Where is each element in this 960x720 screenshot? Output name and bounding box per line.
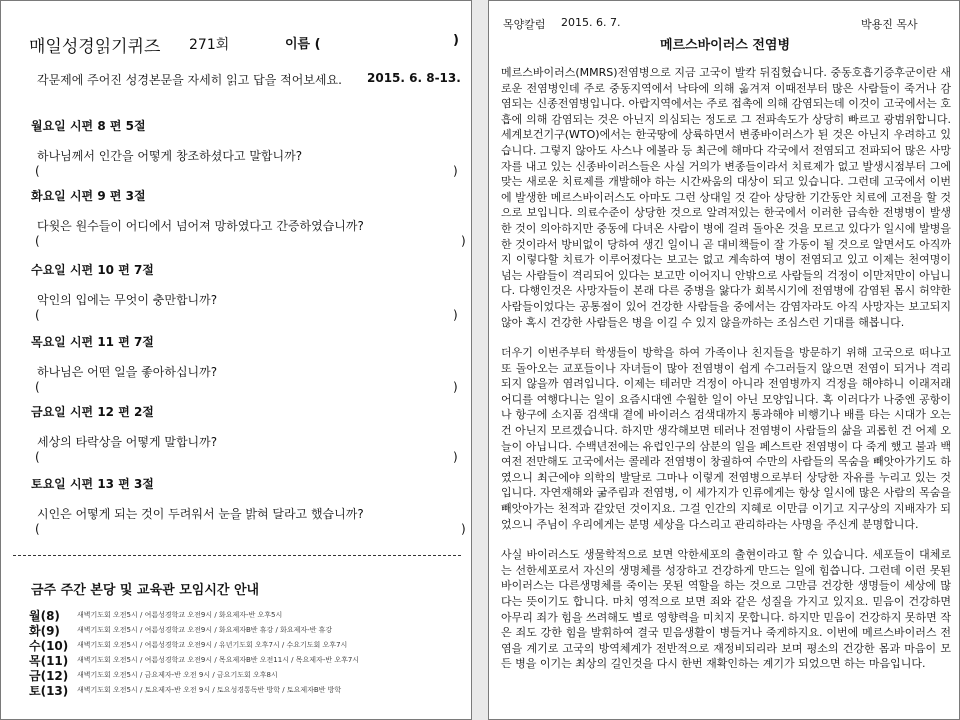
question-block — [31, 475, 467, 538]
schedule-day: 수(10) — [29, 639, 69, 653]
answer-open-paren: ( — [35, 380, 40, 394]
question-text: 악인의 입에는 무엇이 충만합니까? — [37, 293, 218, 307]
answer-blank[interactable] — [31, 164, 467, 180]
question-block — [31, 403, 467, 466]
schedule-row — [29, 637, 469, 652]
answer-open-paren: ( — [35, 234, 40, 248]
column-paragraph: 사실 바이러스도 생물학적으로 보면 악한세포의 출현이라고 할 수 있습니다. 세포들이 대체로는 선한세포로서 자신의 생명체를 성장하고 건강하게 만드는 일에 힘씁니다. 그런데 이런 못된 바이러스는 다른생명체를 죽이는 못된 역할을 하는 것으로 그만큼 건강한 생명들이 세상에 많다는 뜻이기도 합니다. 마치 영적으로 보면 죄와 같은 성질을 가지고 있지요. 믿음이 건강하면 아무리 죄가 힘을 쓰려해도 별로 영향력을 미치지 못합니다. 하지만 믿음이 건강하지 못하면 작은 죄도 강한 힘을 발휘하여 결국 믿음생활이 병들거나 죽게하지요. 이번에 메르스바이러스 전염을 계기로 고국의 방역체계가 전반적으로 재정비되리라 보며 평소의 건강한 몸과 마음이 모든 병을 이기는 최상의 길인것을 다시 한번 재확인하는 계기가 되었으면 하는 마음입니다. — [501, 548, 951, 671]
instruction-text: 각문제에 주어진 성경본문을 자세히 읽고 답을 적어보세요. — [37, 73, 342, 87]
schedule-row — [29, 622, 469, 637]
answer-open-paren: ( — [35, 522, 40, 536]
answer-blank[interactable] — [31, 380, 467, 396]
question-block — [31, 117, 467, 180]
answer-close-paren: ) — [453, 380, 458, 394]
question-day: 월요일 시편 8 편 5절 — [31, 119, 146, 133]
schedule-row — [29, 607, 469, 622]
column-title: 메르스바이러스 전염병 — [659, 38, 791, 53]
column-date: 2015. 6. 7. — [561, 16, 621, 29]
column-paragraph: 메르스바이러스(MMRS)전염병으로 지금 고국이 발칵 뒤집혔습니다. 중동호흡기증후군이란 새로운 전염병인데 주로 중동지역에서 낙타에 의해 옮겨져 이때전부터 많은 사람들이 죽거나 감염되는 신종전염병입니다. 아랍지역에서는 주로 접촉에 의해 감염되는데 이것이 고국에서는 호흡에 의해 감염되는 것은 아닌지 의심되는 정도로 그 전파속도가 상당히 빠르고 광범위합니다. 세계보건기구(WTO)에서는 한국땅에 상륙하면서 변종바이러스가 된 것은 아닌지 우려하고 있습니다. 그렇지 않아도 사스나 에볼라 등 최근에 해마다 각국에서 전염되고 전파되어 많은 사망자를 내고 있는 신종바이러스들은 사실 거의가 변종들이라서 치료제가 없고 발생시점부터 그에 맞는 새로운 치료제를 개발해야 하는 시간싸움의 대상이 되고 있습니다. 그런데 고국에서 이번에 발생한 메르스바이러스도 아마도 그런 상대일 것 같아 상당한 기간동안 치료에 고전을 할 것으로 보입니다. 의료수준이 상당한 것으로 알려져있는 한국에서 이러한 급속한 전병병이 발생한 것이 의아하지만 중동에 다녀온 사람이 병에 걸려 돌아온 것을 모르고 있다가 일시에 발병을 한 것이라서 방비없이 당하여 생긴 일이니 곧 대비책들이 잘 가동이 될 것으로 알면서도 아직까지 이렇다할 치료가 이루어졌다는 보고는 없고 계속하여 병이 전염되고 있고 이제는 천여명이 넘는 사람들이 격리되어 있다는 보고만 이어지니 안밖으로 사람들의 걱정이 이만저만이 아닙니다. 다행인것은 사망자들이 본래 다른 중병을 앓다가 회복시기에 전염병에 감염된 몸시 허약한 사람들이었다는 공통점이 있어 건강한 사람들을 중에서는 감염자라도 아직 사망자는 보고되지 않아 혹시 건강한 사람들은 병을 이길 수 있지 않을까하는 조심스런 기대를 해봅니다. — [501, 66, 951, 329]
name-blank-close: ) — [453, 33, 459, 48]
question-text: 시인은 어떻게 되는 것이 두려워서 눈을 밝혀 달라고 했습니까? — [37, 507, 364, 521]
answer-blank[interactable] — [31, 308, 467, 324]
column-header — [503, 16, 943, 32]
question-text: 하나님은 어떤 일을 좋아하십니까? — [37, 365, 218, 379]
question-day: 금요일 시편 12 편 2절 — [31, 405, 154, 419]
question-block — [31, 187, 467, 250]
question-day: 토요일 시편 13 편 3절 — [31, 477, 154, 491]
answer-close-paren: ) — [461, 234, 466, 248]
schedule-items: 새벽기도회 오전5시 / 여름성경학교 오전9시 / 화요제자B반 휴강 / 화요제자-반 휴강 — [77, 626, 333, 634]
answer-blank[interactable] — [31, 450, 467, 466]
answer-blank[interactable] — [31, 234, 467, 250]
quiz-header — [29, 32, 469, 56]
schedule-items: 새벽기도회 오전5시 / 여름성경학교 오전9시 / 목요제자B반 오전11시 / 목요제자-반 오후7시 — [77, 656, 360, 664]
question-text: 다윗은 원수들이 어디에서 넘어져 망하였다고 간증하였습니까? — [37, 219, 364, 233]
schedule-row — [29, 652, 469, 667]
question-block — [31, 333, 467, 396]
schedule-items: 새벽기도회 오전5시 / 여름성경학교 오전9시 / 화요제자-반 오후5시 — [77, 611, 283, 619]
column-body — [501, 65, 951, 672]
schedule-row — [29, 682, 469, 697]
schedule-day: 토(13) — [29, 684, 69, 698]
question-block — [31, 261, 467, 324]
schedule-items: 새벽기도회 오전5시 / 여름성경학교 오전9시 / 유년기도회 오후7시 / 수요기도회 오후7시 — [77, 641, 348, 649]
schedule-day: 화(9) — [29, 624, 60, 638]
answer-close-paren: ) — [461, 522, 466, 536]
quiz-date-range: 2015. 6. 8-13. — [367, 71, 461, 85]
quiz-sheet — [0, 0, 472, 720]
question-day: 화요일 시편 9 편 3절 — [31, 189, 146, 203]
answer-open-paren: ( — [35, 164, 40, 178]
schedule-day: 금(12) — [29, 669, 69, 683]
name-label: 이름 ( — [285, 37, 321, 52]
column-sheet — [488, 0, 960, 720]
schedule-day: 월(8) — [29, 609, 60, 623]
quiz-title: 매일성경읽기퀴즈 — [29, 37, 161, 57]
answer-close-paren: ) — [453, 450, 458, 464]
answer-open-paren: ( — [35, 308, 40, 322]
schedule-title: 금주 주간 본당 및 교육관 모임시간 안내 — [31, 583, 260, 598]
column-label: 목양칼럼 — [503, 18, 546, 31]
answer-close-paren: ) — [453, 308, 458, 322]
schedule-row — [29, 667, 469, 682]
quiz-issue-number: 271회 — [189, 37, 230, 53]
column-paragraph: 더우기 이번주부터 학생들이 방학을 하여 가족이나 친지들을 방문하기 위해 고국으로 떠나고 또 돌아오는 교포들이나 자녀들이 많아 전염병이 쉽게 수그러들지 않으면 전염이 되거나 격리되지 않을까 염려입니다. 이제는 테러만 걱정이 아니라 전염병까지 걱정을 해야하니 이래저래 어디를 여행다니는 일이 요즘시대엔 수월한 일이 아닌 모양입니다. 혹 이러다가 나중엔 공항이나 항구에 소지품 검색대 곁에 바이러스 검색대까지 통과해야 비행기나 배를 타는 시대가 오는건 아닌지 모르겠습니다. 하지만 생각해보면 테러나 전염병이 사람들의 삶을 괴롭힌 건 어제 오늘이 아닙니다. 수백년전에는 유럽인구의 삼분의 일을 페스트란 전염병이 다 죽게 했고 불과 백여전 전만해도 고국에서는 콜레라 전염병이 창궐하여 수만의 사람들의 목숨을 빼앗아가기도 하였으니 최근에야 의학의 발달로 그마나 이렇게 전염병으로부터 상당한 자유를 누리고 있는 것입니다. 자연재해와 굶주림과 전염병, 이 세가지가 인류에게는 항상 일시에 많은 사람의 목숨을 빼앗아가는 천적과 같았던 것이지요. 그걸 인간의 지혜로 이만큼 이기고 지구상의 지배자가 되었으니 주님이 우리에게는 분명 세상을 다스리고 관리하라는 사명을 주신게 분명합니다. — [501, 346, 951, 531]
schedule-list — [29, 607, 469, 697]
question-text: 세상의 타락상을 어떻게 말합니까? — [37, 435, 218, 449]
column-author: 박용진 목사 — [861, 18, 918, 31]
answer-close-paren: ) — [453, 164, 458, 178]
question-day: 수요일 시편 10 편 7절 — [31, 263, 154, 277]
answer-blank[interactable] — [31, 522, 467, 538]
schedule-items: 새벽기도회 오전5시 / 토요제자-반 오전 9시 / 토요성경통독반 방학 / 토요제자B반 방학 — [77, 686, 342, 694]
answer-open-paren: ( — [35, 450, 40, 464]
question-text: 하나님께서 인간을 어떻게 창조하셨다고 말합니까? — [37, 149, 303, 163]
schedule-items: 새벽기도회 오전5시 / 금요제자-반 오전 9시 / 금요기도회 오후8시 — [77, 671, 278, 679]
question-day: 목요일 시편 11 편 7절 — [31, 335, 154, 349]
schedule-day: 목(11) — [29, 654, 69, 668]
dashed-divider — [13, 555, 461, 556]
